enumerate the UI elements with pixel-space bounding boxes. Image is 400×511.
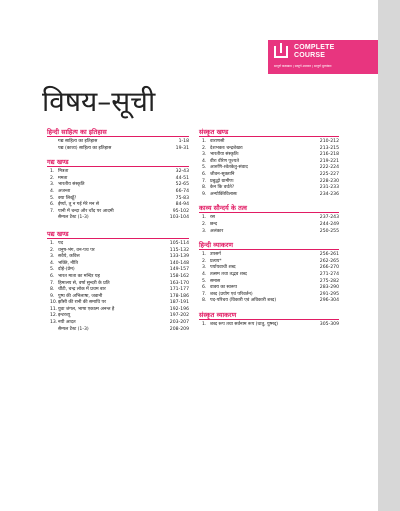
section-heading: पद्य खण्ड: [47, 230, 189, 239]
entry-title: समास: [210, 278, 221, 284]
entry-pages: 197-202: [169, 313, 189, 319]
entry-pages: 234-236: [319, 191, 339, 197]
toc-section: [199, 241, 339, 305]
entry-number: 7.: [50, 280, 55, 286]
toc-entry: [199, 172, 339, 179]
toc-entry: [47, 287, 189, 294]
toc-entry: [47, 300, 189, 307]
entry-title: मित्रता: [58, 169, 69, 175]
entry-pages: 1-18: [178, 139, 189, 144]
entry-title: दोहे-(प्रेम): [58, 267, 75, 273]
entry-pages: 244-249: [319, 221, 339, 227]
toc-entry: [47, 327, 189, 334]
entry-number: 3.: [202, 265, 207, 271]
entry-number: 3.: [50, 182, 55, 188]
entry-pages: 219-221: [319, 158, 339, 164]
entry-pages: 115-132: [169, 247, 189, 253]
entry-number: 5.: [202, 165, 207, 171]
entry-number: 3.: [50, 254, 55, 260]
entry-pages: 187-191: [169, 300, 189, 306]
logo-tagline: सम्पूर्ण पाठ्यक्रम | सम्पूर्ण अध्ययन | सम्पूर्ण मूल्यांकन: [274, 64, 332, 68]
entry-pages: 66-74: [175, 188, 189, 194]
toc-entry: [199, 252, 339, 259]
entry-number: 7.: [202, 178, 207, 184]
entry-number: 9.: [202, 191, 207, 197]
entry-title: चींटी, चन्द्र लोक में प्रथम बार: [58, 287, 106, 293]
toc-entry: [47, 146, 189, 153]
entry-number: 8.: [50, 287, 55, 293]
entry-title: रस: [210, 215, 215, 221]
entry-number: 10.: [50, 300, 58, 306]
toc-entry: [199, 298, 339, 305]
entry-number: 1.: [50, 169, 55, 175]
entry-pages: 140-148: [169, 260, 189, 266]
entry-number: 3.: [202, 152, 207, 158]
toc-entry: [47, 215, 189, 222]
entry-title: अन्योक्तिविलासः: [210, 191, 238, 197]
entry-pages: 52-65: [175, 182, 189, 188]
entry-pages: 158-162: [169, 273, 189, 279]
entry-pages: 178-186: [169, 293, 189, 299]
entry-pages: 228-230: [319, 178, 339, 184]
toc-entry: [47, 254, 189, 261]
toc-section: [199, 311, 339, 329]
entry-title: शब्द (प्रयोग एवं परिवर्तन): [210, 291, 253, 297]
toc-entry: [199, 185, 339, 192]
entry-title: पद-परिचय (विकारी एवं अविकारी शब्द): [210, 298, 277, 304]
entry-number: 4.: [202, 158, 207, 164]
entry-title: आरुणि-श्वेतकेतु-संवाद: [210, 165, 248, 171]
entry-pages: 208-209: [169, 326, 189, 332]
toc-entry: [199, 265, 339, 272]
section-heading: संस्कृत व्याकरण: [199, 311, 339, 320]
section-heading: गद्य खण्ड: [47, 158, 189, 167]
entry-number: 8.: [202, 185, 207, 191]
entry-pages: 237-243: [319, 215, 339, 221]
entry-number: 1.: [202, 215, 207, 221]
section-heading: हिन्दी व्याकरण: [199, 241, 339, 250]
entry-number: 7.: [202, 291, 207, 297]
entry-number: 8.: [202, 298, 207, 304]
entry-pages: 75-83: [175, 195, 189, 201]
toc-entry: [47, 189, 189, 196]
entry-number: 6.: [50, 273, 55, 279]
entry-title: सैम्पल टैस्ट (1-3): [58, 326, 89, 332]
entry-title: केन कि वर्धते?: [210, 185, 235, 191]
toc-entry: [47, 202, 189, 209]
entry-title: पानी में चन्दा और चाँद पर आदमी: [58, 208, 114, 214]
complete-course-logo: [268, 40, 378, 74]
toc-entry: [47, 320, 189, 327]
toc-section: [47, 230, 189, 333]
entry-title: वाक्य का स्वरूप: [210, 285, 238, 291]
entry-number: 4.: [50, 260, 55, 266]
toc-entry: [199, 139, 339, 146]
toc-entry: [47, 274, 189, 281]
entry-number: 1.: [50, 240, 55, 246]
entry-number: 2.: [50, 247, 55, 253]
entry-pages: 149-157: [169, 267, 189, 273]
entry-pages: 296-304: [319, 298, 339, 304]
toc-entry: [199, 192, 339, 199]
entry-number: 2.: [50, 175, 55, 181]
toc-section: [47, 158, 189, 222]
toc-right-column: [199, 128, 339, 328]
entry-title: जीवन-सूक्तानि: [210, 171, 235, 177]
entry-title: उपसर्ग: [210, 252, 221, 258]
entry-number: 7.: [50, 208, 55, 214]
toc-entry: [199, 285, 339, 292]
toc-entry: [199, 222, 339, 229]
entry-pages: 163-170: [169, 280, 189, 286]
entry-number: 3.: [202, 228, 207, 234]
logo-title: COMPLETE COURSE: [294, 44, 335, 59]
toc-entry: [47, 267, 189, 274]
toc-entry: [47, 169, 189, 176]
entry-pages: 216-218: [319, 152, 339, 158]
entry-pages: 133-139: [169, 254, 189, 260]
entry-pages: 262-265: [319, 258, 339, 264]
entry-pages: 305-309: [319, 321, 339, 327]
entry-number: 1.: [202, 321, 207, 327]
toc-entry: [47, 241, 189, 248]
entry-title: धनुष-भंग, वन-पथ पर: [58, 247, 95, 253]
entry-pages: 192-196: [169, 306, 189, 312]
entry-title: शब्द रूप तथा सर्वनाम रूप (धातु, युष्मद्): [210, 321, 279, 327]
entry-title: वाराणसी: [210, 139, 225, 144]
toc-entry: [47, 307, 189, 314]
entry-pages: 44-51: [175, 175, 189, 181]
toc-section: [47, 128, 189, 152]
page-edge-strip: [378, 0, 400, 511]
entry-number: 4.: [202, 271, 207, 277]
entry-pages: 32-43: [175, 169, 189, 175]
section-heading: संस्कृत खण्ड: [199, 128, 339, 137]
entry-number: 2.: [202, 258, 207, 264]
section-heading: काव्य सौन्दर्य के तत्व: [199, 204, 339, 213]
book-icon: [274, 46, 288, 58]
entry-title: पद्य (काव्य) साहित्य का इतिहास: [58, 145, 112, 151]
entry-title: ममता: [58, 175, 68, 181]
toc-section: [199, 128, 339, 198]
entry-title: भक्ति, नीति: [58, 260, 78, 266]
entry-number: 1.: [202, 139, 207, 144]
page-title: विषय–सूची: [42, 85, 156, 118]
entry-pages: 250-255: [319, 228, 339, 234]
entry-title: वीरः वीरेण पूज्यते: [210, 158, 239, 164]
entry-pages: 171-177: [169, 287, 189, 293]
toc-entry: [47, 182, 189, 189]
entry-title: झाँसी की रानी की समाधि पर: [58, 300, 107, 306]
toc-entry: [199, 229, 339, 236]
entry-number: 5.: [202, 278, 207, 284]
toc-left-column: [47, 128, 189, 333]
entry-pages: 213-215: [319, 145, 339, 151]
entry-title: अलंकार: [210, 228, 224, 234]
entry-title: अजन्ता: [58, 188, 71, 194]
entry-pages: 210-212: [319, 139, 339, 144]
entry-number: 9.: [50, 293, 55, 299]
entry-title: पुष्प की अभिलाषा, जवानी: [58, 293, 103, 299]
entry-pages: 19-31: [175, 145, 189, 151]
entry-number: 2.: [202, 221, 207, 227]
entry-pages: 105-114: [169, 240, 189, 246]
entry-number: 12.: [50, 313, 58, 319]
toc-entry: [199, 152, 339, 159]
entry-title: भारत माता का मन्दिर यह: [58, 273, 100, 279]
entry-pages: 291-295: [319, 291, 339, 297]
entry-pages: 283-290: [319, 285, 339, 291]
entry-title: इन्टरव्यू: [58, 313, 71, 319]
entry-pages: 225-227: [319, 171, 339, 177]
entry-title: तत्सम तथा तद्भव शब्द: [210, 271, 247, 277]
entry-title: पर्यायवाची शब्द: [210, 265, 236, 271]
entry-title: हिमालय से, वर्षा सुन्दरी के प्रति: [58, 280, 110, 286]
entry-title: सैम्पल टैस्ट (1-3): [58, 215, 89, 221]
entry-title: क्या लिखूँ?: [58, 195, 77, 201]
entry-number: 5.: [50, 195, 55, 201]
entry-title: सवैये, कवित्त: [58, 254, 80, 260]
entry-pages: 231-233: [319, 185, 339, 191]
entry-number: 5.: [50, 267, 55, 273]
entry-pages: 95-102: [172, 208, 189, 214]
entry-number: 11.: [50, 306, 58, 312]
toc-section: [199, 204, 339, 235]
entry-number: 13.: [50, 320, 58, 326]
toc-entry: [199, 215, 339, 222]
entry-pages: 222-224: [319, 165, 339, 171]
toc-entry: [47, 139, 189, 146]
entry-number: 1.: [202, 252, 207, 258]
entry-pages: 256-261: [319, 252, 339, 258]
entry-title: नयी आदत: [58, 320, 76, 326]
entry-number: 6.: [202, 171, 207, 177]
entry-number: 6.: [50, 202, 55, 208]
entry-title: भारतीय संस्कृति: [58, 182, 85, 188]
toc-entry: [199, 165, 339, 172]
entry-number: 4.: [50, 188, 55, 194]
toc-entry: [199, 279, 339, 286]
entry-pages: 84-94: [175, 202, 189, 208]
entry-title: पद: [58, 240, 64, 246]
entry-pages: 266-270: [319, 265, 339, 271]
entry-pages: 271-274: [319, 271, 339, 277]
entry-pages: 203-207: [169, 320, 189, 326]
entry-title: प्रबुद्धो ग्रामीणः: [210, 178, 234, 184]
section-heading: हिन्दी साहित्य का इतिहास: [47, 128, 189, 137]
entry-title: युवा जंगल, भाषा एकात्म अनन्त है: [58, 306, 115, 312]
entry-number: 2.: [202, 145, 207, 151]
entry-title: छन्द: [210, 221, 218, 227]
entry-title: देशभक्तः चन्द्रशेखरः: [210, 145, 243, 151]
entry-number: 6.: [202, 285, 207, 291]
toc-entry: [199, 272, 339, 279]
entry-title: भारतीया संस्कृतिः: [210, 152, 239, 158]
entry-title: ईर्ष्या, तू न गई मेरे मन से: [58, 202, 100, 208]
toc-entry: [199, 322, 339, 329]
entry-title: गद्य साहित्य का इतिहास: [58, 139, 98, 144]
entry-title: प्रत्यय*: [210, 258, 222, 264]
entry-pages: 275-282: [319, 278, 339, 284]
entry-pages: 103-104: [169, 215, 189, 221]
